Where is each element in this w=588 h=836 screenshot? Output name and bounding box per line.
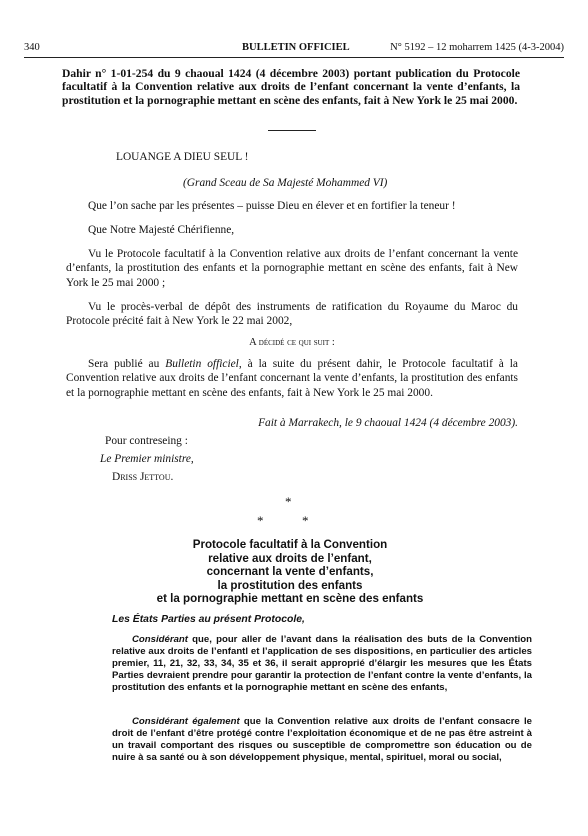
paragraph-majeste: Que Notre Majesté Chérifienne, xyxy=(88,224,235,236)
protocole-intro: Les États Parties au présent Protocole, xyxy=(112,614,305,625)
premier-ministre: Le Premier ministre, xyxy=(100,453,194,465)
signataire: Driss Jettou. xyxy=(112,471,174,483)
protocole-title-line-4: la prostitution des enfants xyxy=(217,578,363,592)
paragraph-vu-protocole: Vu le Protocole facultatif à la Convention relative aux droits de l’enfant concernant la vente d’enfants, la prostitution des enfants et la pornographie mettant en scène des enfants, fait à New York le 25 mai 2000 ; xyxy=(66,248,518,289)
considerant-2-lead: Considérant également xyxy=(132,716,240,727)
publication-name: BULLETIN OFFICIEL xyxy=(242,42,350,53)
protocole-title-line-2: relative aux droits de l’enfant, xyxy=(208,551,372,565)
considerant-1-text: que, pour aller de l’avant dans la réalisation des buts de la Convention relative aux droits de l’enfantl et l’application de ses dispositions, en particulier des articles premier, 11, 21, 32, 33, 34, 35 et 36, il serait approprié d’élargir les mesures que les États Parties devraient prendre pour garantir la protection de l’enfant contre la vente d’enfants, la prostitution des enfants et la pornographie mettant en scène des enfants, xyxy=(112,634,532,693)
header-rule xyxy=(24,57,564,58)
bulletin-officiel-ref: Bulletin officiel xyxy=(165,358,239,370)
considerant-1-lead: Considérant xyxy=(132,634,188,645)
considerant-2 xyxy=(112,716,532,764)
protocole-title-line-1: Protocole facultatif à la Convention xyxy=(192,538,388,551)
paragraph-vu-proces-verbal: Vu le procès-verbal de dépôt des instruments de ratification du Royaume du Maroc du Protocole précité fait à New York le 22 mai 2002, xyxy=(66,301,518,328)
louange: LOUANGE A DIEU SEUL ! xyxy=(116,151,249,163)
paragraph-intro: Que l’on sache par les présentes – puisse Dieu en élever et en fortifier la teneur ! xyxy=(88,200,456,212)
protocole-title xyxy=(140,538,440,606)
page-number: 340 xyxy=(24,42,40,53)
decide-heading: A décidé ce qui suit : xyxy=(249,337,335,348)
separator-star-top: * xyxy=(285,494,292,509)
contreseing: Pour contreseing : xyxy=(105,435,188,447)
separator-star-left: * xyxy=(257,513,264,528)
considerant-2-text: que la Convention relative aux droits de l’enfant consacre le droit de l’enfant d’être protégé contre l’exploitation économique et de ne pas être astreint à un travail comportant des risques ou susceptible de compromettre son éducation ou de nuire à sa santé ou à son développement physique, mental, spirituel, moral ou social, xyxy=(112,716,532,763)
considerant-1 xyxy=(112,634,532,694)
protocole-title-line-3: concernant la vente d’enfants, xyxy=(206,565,374,579)
article-text-start: Sera publié au xyxy=(88,358,166,370)
issue-reference: N° 5192 – 12 moharrem 1425 (4-3-2004) xyxy=(390,42,564,53)
fait-a-marrakech: Fait à Marrakech, le 9 chaoual 1424 (4 décembre 2003). xyxy=(258,417,518,429)
dahir-title: Dahir n° 1-01-254 du 9 chaoual 1424 (4 décembre 2003) portant publication du Protocole facultatif à la Convention relative aux droits de l’enfant concernant la vente d’enfants, la prostitution et la pornographie mettant en scène des enfants, fait à New York le 25 mai 2000. xyxy=(62,67,520,107)
separator-star-right: * xyxy=(302,513,309,528)
article-text-end: , à la suite du présent dahir, le Protocole facultatif à la Convention relative aux droits de l’enfant concernant la vente d’enfants, la prostitution des enfants et la pornographie mettant en scène des enfants, fait à New York le 25 mai 2000. xyxy=(66,358,518,399)
grand-sceau: (Grand Sceau de Sa Majesté Mohammed VI) xyxy=(183,177,388,189)
title-divider xyxy=(268,130,316,131)
protocole-title-line-5: et la pornographie mettant en scène des enfants xyxy=(156,592,424,606)
paragraph-article-unique xyxy=(66,357,518,400)
